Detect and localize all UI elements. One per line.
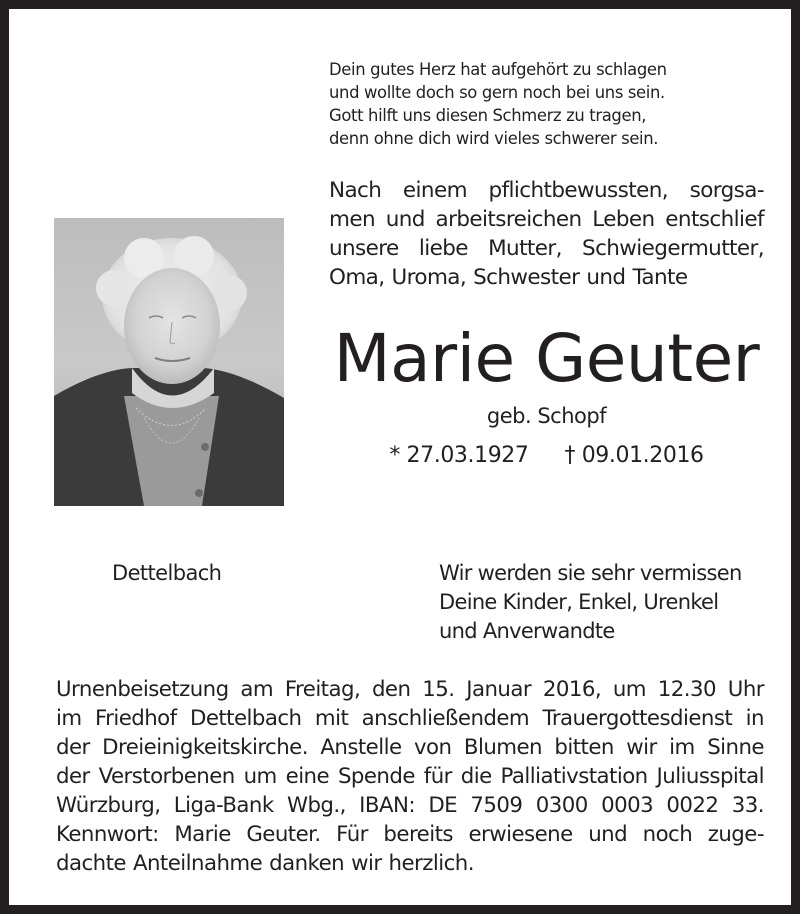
funeral-line: Würzburg, Liga-Bank Wbg., IBAN: DE 7509 0300 0003 0022 33.	[56, 793, 764, 818]
birth-date: * 27.03.1927	[389, 443, 529, 468]
maiden-name: geb. Schopf	[486, 404, 607, 428]
funeral-line: der Dreieinigkeitskirche. Anstelle von Blumen bitten wir im Sinne	[56, 735, 764, 760]
death-date: † 09.01.2016	[564, 443, 704, 468]
intro-line: men und arbeitsreichen Leben entschlief	[329, 207, 764, 232]
family-line: Deine Kinder, Enkel, Urenkel	[439, 590, 719, 614]
poem-line: denn ohne dich wird vieles schwerer sein.	[329, 129, 659, 148]
funeral-line: Kennwort: Marie Geuter. Für bereits erwiesene und noch zuge-	[56, 822, 764, 847]
intro-line: Oma, Uroma, Schwester und Tante	[329, 265, 688, 290]
portrait-image	[54, 218, 284, 506]
intro-paragraph	[329, 176, 764, 292]
funeral-line: Urnenbeisetzung am Freitag, den 15. Januar 2016, um 12.30 Uhr	[56, 677, 764, 702]
intro-line: Nach einem pflichtbewussten, sorgsa-	[329, 178, 764, 203]
funeral-line: der Verstorbenen um eine Spende für die Palliativstation Juliusspital	[56, 764, 764, 789]
family-signature	[439, 559, 779, 646]
family-line: und Anverwandte	[439, 619, 615, 643]
memorial-poem	[329, 58, 749, 150]
family-line: Wir werden sie sehr vermissen	[439, 561, 742, 585]
poem-line: Gott hilft uns diesen Schmerz zu tragen,	[329, 106, 647, 125]
place-name: Dettelbach	[112, 561, 222, 585]
intro-line: unsere liebe Mutter, Schwiegermutter,	[329, 236, 764, 261]
poem-line: Dein gutes Herz hat aufgehört zu schlagen	[329, 60, 667, 79]
funeral-line: dachte Anteilnahme danken wir herzlich.	[56, 851, 474, 876]
funeral-information	[56, 675, 764, 878]
life-dates	[349, 441, 744, 471]
poem-line: und wollte doch so gern noch bei uns sein.	[329, 83, 665, 102]
deceased-name: Marie Geuter	[333, 320, 760, 397]
funeral-line: im Friedhof Dettelbach mit anschließendem Trauergottesdienst in	[56, 706, 764, 731]
portrait-photo	[54, 218, 284, 506]
